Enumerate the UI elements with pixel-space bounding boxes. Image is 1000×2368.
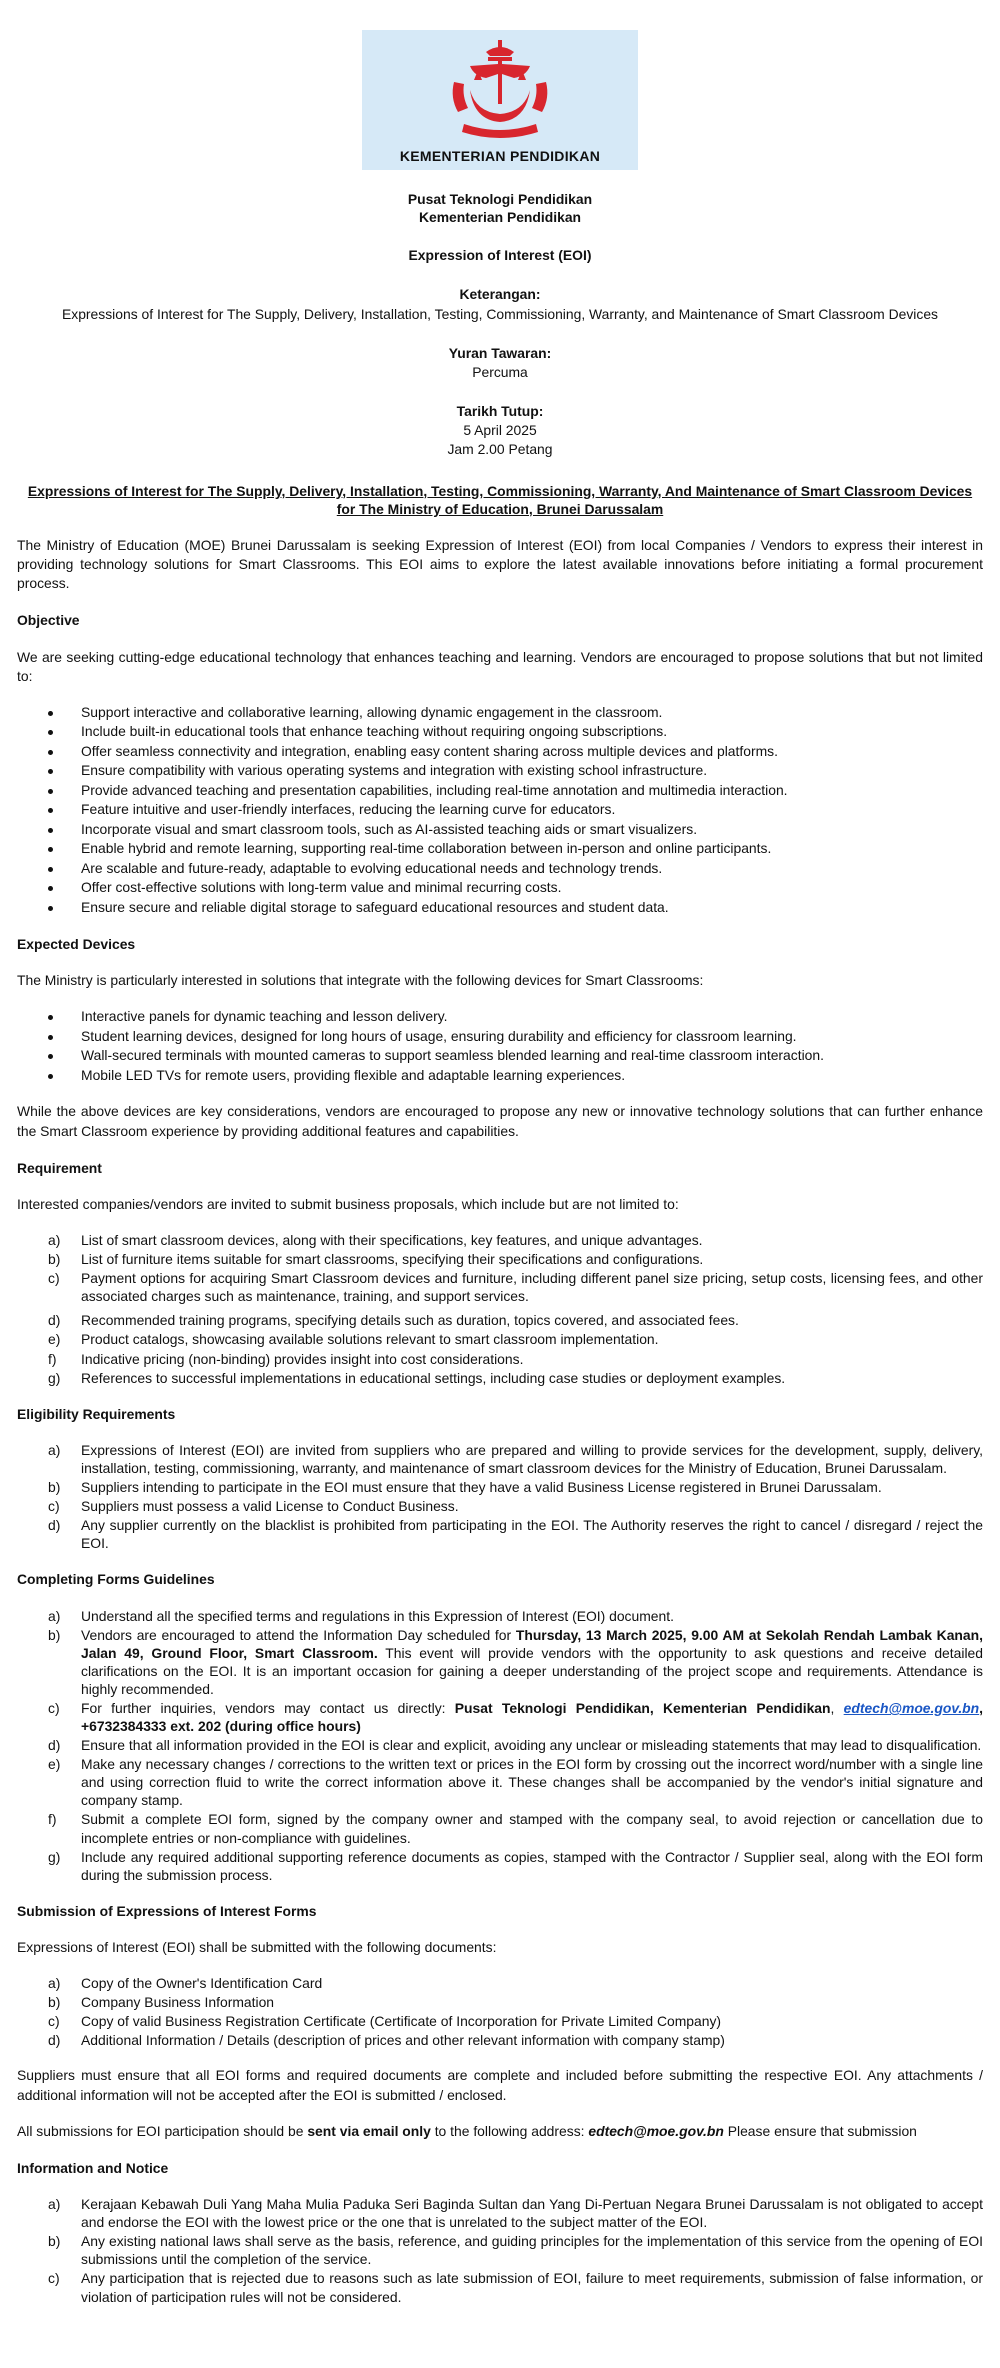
list-text: Any supplier currently on the blacklist is prohibited from participating in the EOI. The Authority reserves the right to cancel / disregard / reject the EOI. [81, 1517, 983, 1552]
eligibility-list [17, 1441, 983, 1552]
email-mid: to the following address: [430, 2122, 589, 2139]
submission-heading: Submission of Expressions of Interest Forms [17, 1902, 317, 1919]
doc-type: Expression of Interest (EOI) [408, 247, 592, 264]
list-item [17, 1736, 983, 1754]
ministry-name: Kementerian Pendidikan [418, 209, 582, 226]
ministry-logo [362, 30, 638, 170]
yuran-label: Yuran Tawaran: [448, 344, 552, 361]
list-text: Vendors are encouraged to attend the Information Day scheduled for [81, 1626, 516, 1643]
list-item [17, 1626, 983, 1698]
list-item: Are scalable and future-ready, adaptable to evolving educational needs and technology trends. [17, 859, 983, 878]
list-item [17, 1699, 983, 1735]
logo-caption: KEMENTERIAN PENDIDIKAN [399, 147, 601, 164]
intro-paragraph: The Ministry of Education (MOE) Brunei Darussalam is seeking Expression of Interest (EOI) from local Companies / Vendors to express their interest in providing technology solutions for Smart Classrooms. This EOI aims to explore the latest available innovations before initiating a formal procurement process. [17, 536, 983, 592]
list-marker: d) [48, 1737, 61, 1754]
submission-list [17, 1974, 983, 2049]
list-marker: d) [48, 1312, 61, 1329]
list-marker: a) [48, 1232, 61, 1249]
email-post: Please ensure that submission [723, 2122, 917, 2139]
list-marker: c) [48, 1270, 60, 1287]
list-item: Enable hybrid and remote learning, supporting real-time collaboration between in-person and online participants. [17, 839, 983, 858]
objective-heading: Objective [17, 612, 80, 629]
devices-text: The Ministry is particularly interested in solutions that integrate with the following devices for Smart Classrooms: [17, 972, 704, 989]
email-pre: All submissions for EOI participation should be [17, 2122, 308, 2139]
list-text: Copy of valid Business Registration Certificate (Certificate of Incorporation for Private Limited Company) [81, 2013, 722, 2030]
tarikh-date: 5 April 2025 [463, 422, 537, 439]
list-marker: d) [48, 1517, 61, 1534]
list-item [17, 1250, 983, 1268]
list-text: Recommended training programs, specifying details such as duration, topics covered, and associated fees. [81, 1312, 739, 1329]
devices-heading: Expected Devices [17, 936, 136, 953]
list-text: Any existing national laws shall serve as the basis, reference, and guiding principles for the implementation of this service from the opening of EOI submissions until the completion of the service. [81, 2233, 983, 2268]
list-marker: b) [48, 1626, 61, 1643]
list-item [17, 1330, 983, 1348]
tarikh-block [17, 402, 983, 460]
eligibility-heading: Eligibility Requirements [17, 1405, 176, 1422]
list-marker: c) [48, 2013, 60, 2030]
list-item [17, 1478, 983, 1496]
list-item: Support interactive and collaborative learning, allowing dynamic engagement in the classroom. [17, 703, 983, 722]
list-item [17, 1497, 983, 1515]
list-item [17, 1441, 983, 1477]
document-title: Expressions of Interest for The Supply, Delivery, Installation, Testing, Commissioning, Warranty, And Maintenance of Smart Classroom Devices for The Ministry of Education, Brunei Darussalam [27, 482, 973, 517]
list-marker: f) [48, 1811, 57, 1828]
requirement-text: Interested companies/vendors are invited to submit business proposals, which include but are not limited to: [17, 1195, 679, 1212]
yuran-value: Percuma [472, 363, 528, 380]
list-marker: e) [48, 1331, 61, 1348]
list-item: Incorporate visual and smart classroom tools, such as AI-assisted teaching aids or smart visualizers. [17, 820, 983, 839]
list-text: Include any required additional supporting reference documents as copies, stamped with the Contractor / Supplier seal, along with the EOI form during the submission process. [81, 1848, 983, 1883]
keterangan-text: Expressions of Interest for The Supply, Delivery, Installation, Testing, Commissioning, Warranty, and Maintenance of Smart Classroom Devices [62, 305, 938, 322]
list-marker: c) [48, 2270, 60, 2287]
list-item [17, 2195, 983, 2231]
list-text: Ensure that all information provided in the EOI is clear and explicit, avoiding any unclear or misleading statements that may lead to disqualification. [81, 1737, 982, 1754]
list-item: Ensure secure and reliable digital storage to safeguard educational resources and student data. [17, 898, 983, 917]
list-text: List of smart classroom devices, along with their specifications, key features, and unique advantages. [81, 1232, 703, 1249]
list-marker: g) [48, 1848, 61, 1865]
list-item: Provide advanced teaching and presentation capabilities, including real-time annotation and multimedia interaction. [17, 781, 983, 800]
list-marker: f) [48, 1350, 57, 1367]
list-text: List of furniture items suitable for smart classrooms, specifying their specifications and configurations. [81, 1251, 704, 1268]
list-marker: b) [48, 1479, 61, 1496]
list-text: Product catalogs, showcasing available solutions relevant to smart classroom implementation. [81, 1331, 659, 1348]
list-text: Company Business Information [81, 1994, 275, 2011]
tarikh-label: Tarikh Tutup: [456, 403, 544, 420]
list-item: Wall-secured terminals with mounted cameras to support seamless blended learning and real-time classroom interaction. [17, 1046, 983, 1065]
list-item: Student learning devices, designed for long hours of usage, ensuring durability and efficiency for classroom learning. [17, 1027, 983, 1046]
notice-heading: Information and Notice [17, 2159, 169, 2176]
guidelines-heading: Completing Forms Guidelines [17, 1571, 215, 1588]
list-marker: d) [48, 2032, 61, 2049]
submission-text: Expressions of Interest (EOI) shall be submitted with the following documents: [17, 1938, 497, 1955]
submission-note: Suppliers must ensure that all EOI forms and required documents are complete and included before submitting the respective EOI. Any attachments / additional information will not be accepted after the EOI is submitted / enclosed. [17, 2067, 983, 2103]
header-block [17, 190, 983, 460]
tarikh-time: Jam 2.00 Petang [447, 441, 553, 458]
list-item [17, 1369, 983, 1387]
list-text: Any participation that is rejected due to reasons such as late submission of EOI, failure to meet requirements, submission of false information, or violation of participation rules will not be considered. [81, 2270, 983, 2305]
list-text: Understand all the specified terms and regulations in this Expression of Interest (EOI) document. [81, 1607, 674, 1624]
requirement-heading: Requirement [17, 1159, 102, 1176]
list-item: Offer seamless connectivity and integration, enabling easy content sharing across multiple devices and platforms. [17, 742, 983, 761]
list-item [17, 1848, 983, 1884]
list-item [17, 2031, 983, 2049]
list-item [17, 1231, 983, 1249]
list-text: Additional Information / Details (description of prices and other relevant information with company stamp) [81, 2032, 725, 2049]
list-item [17, 2232, 983, 2268]
org-name: Pusat Teknologi Pendidikan [407, 191, 593, 207]
list-text: Make any necessary changes / corrections to the written text or prices in the EOI form by crossing out the incorrect word/number with a single line and using correction fluid to write the correct information above it. These changes shall be accompanied by the vendor's initial signature and company stamp. [81, 1756, 983, 1809]
submission-email-paragraph [17, 2122, 983, 2141]
list-marker: a) [48, 1441, 61, 1458]
list-marker: c) [48, 1498, 60, 1515]
list-item [17, 2012, 983, 2030]
list-text: Submit a complete EOI form, signed by the company owner and stamped with the company seal, to avoid rejection or cancellation due to incomplete entries or non-compliance with guidelines. [81, 1811, 983, 1846]
list-item [17, 1607, 983, 1625]
devices-closing: While the above devices are key considerations, vendors are encouraged to propose any new or innovative technology solutions that can further enhance the Smart Classroom experience by providing additional features and capabilities. [17, 1103, 983, 1139]
objective-list [17, 703, 983, 917]
yuran-block [17, 344, 983, 382]
list-marker: a) [48, 1975, 61, 1992]
list-item [17, 1516, 983, 1552]
list-item: Interactive panels for dynamic teaching and lesson delivery. [17, 1007, 983, 1026]
list-marker: e) [48, 1756, 61, 1773]
list-item: Offer cost-effective solutions with long-term value and minimal recurring costs. [17, 878, 983, 897]
list-item [17, 1350, 983, 1368]
list-marker: g) [48, 1369, 61, 1386]
guidelines-list [17, 1607, 983, 1884]
notice-list [17, 2195, 983, 2305]
objective-text: We are seeking cutting-edge educational technology that enhances teaching and learning. Vendors are encouraged to propose solutions that but not limited to: [17, 648, 983, 684]
list-item: Mobile LED TVs for remote users, providing flexible and adaptable learning experiences. [17, 1066, 983, 1085]
list-marker: b) [48, 1994, 61, 2011]
list-item: Include built-in educational tools that enhance teaching without requiring ongoing subscriptions. [17, 722, 983, 741]
contact-phone: , +6732384333 ext. 202 (during office hours) [81, 1699, 984, 1735]
list-text: References to successful implementations in educational settings, including case studies or deployment examples. [81, 1369, 786, 1386]
devices-list [17, 1007, 983, 1085]
list-text: Payment options for acquiring Smart Classroom devices and furniture, including different panel size pricing, setup costs, licensing fees, and other associated charges such as maintenance, training, and support services. [81, 1270, 983, 1305]
list-marker: c) [48, 1699, 60, 1716]
brunei-crest-icon [440, 36, 560, 144]
list-text: For further inquiries, vendors may contact us directly: [81, 1699, 455, 1716]
list-text: This event will provide vendors with the opportunity to ask questions and receive detailed clarifications on the EOI. It is an important occasion for gaining a deeper understanding of the project scope and requirements. Attendance is highly recommended. [81, 1644, 983, 1697]
submission-email[interactable]: edtech@moe.gov.bn [588, 2122, 724, 2139]
list-item [17, 1993, 983, 2011]
list-text: Indicative pricing (non-binding) provides insight into cost considerations. [81, 1350, 524, 1367]
email-only: sent via email only [307, 2122, 431, 2139]
keterangan-label: Keterangan: [459, 286, 541, 303]
list-item: Feature intuitive and user-friendly interfaces, reducing the learning curve for educators. [17, 800, 983, 819]
list-marker: a) [48, 1607, 61, 1624]
list-text: Copy of the Owner's Identification Card [81, 1975, 323, 1992]
requirement-list [17, 1231, 983, 1387]
contact-email-link[interactable]: edtech@moe.gov.bn [843, 1699, 980, 1716]
list-item: Ensure compatibility with various operating systems and integration with existing school infrastructure. [17, 761, 983, 780]
list-marker: b) [48, 1251, 61, 1268]
list-text: , [830, 1699, 844, 1716]
info-day-details: Thursday, 13 March 2025, 9.00 AM at Sekolah Rendah Lambak Kanan, Jalan 49, Ground Floor, Smart Classroom. [81, 1626, 983, 1661]
list-item [17, 1755, 983, 1809]
list-item [17, 2269, 983, 2305]
list-item [17, 1810, 983, 1846]
list-marker: a) [48, 2196, 61, 2213]
keterangan-block [17, 285, 983, 323]
list-text: Suppliers intending to participate in the EOI must ensure that they have a valid Business License registered in Brunei Darussalam. [81, 1479, 882, 1496]
list-item [17, 1269, 983, 1305]
list-text: Suppliers must possess a valid License to Conduct Business. [81, 1498, 459, 1515]
contact-org: Pusat Teknologi Pendidikan, Kementerian Pendidikan [454, 1699, 831, 1716]
list-text: Expressions of Interest (EOI) are invited from suppliers who are prepared and willing to provide services for the development, supply, delivery, installation, testing, commissioning, warranty, and maintenance of smart classroom devices for the Ministry of Education, Brunei Darussalam. [81, 1441, 983, 1476]
list-marker: b) [48, 2233, 61, 2250]
list-item [17, 1974, 983, 1992]
list-item [17, 1311, 983, 1329]
list-text: Kerajaan Kebawah Duli Yang Maha Mulia Paduka Seri Baginda Sultan dan Yang Di-Pertuan Negara Brunei Darussalam is not obligated to accept and endorse the EOI with the lowest price or the one that is unrelated to the subject matter of the EOI. [81, 2196, 983, 2231]
